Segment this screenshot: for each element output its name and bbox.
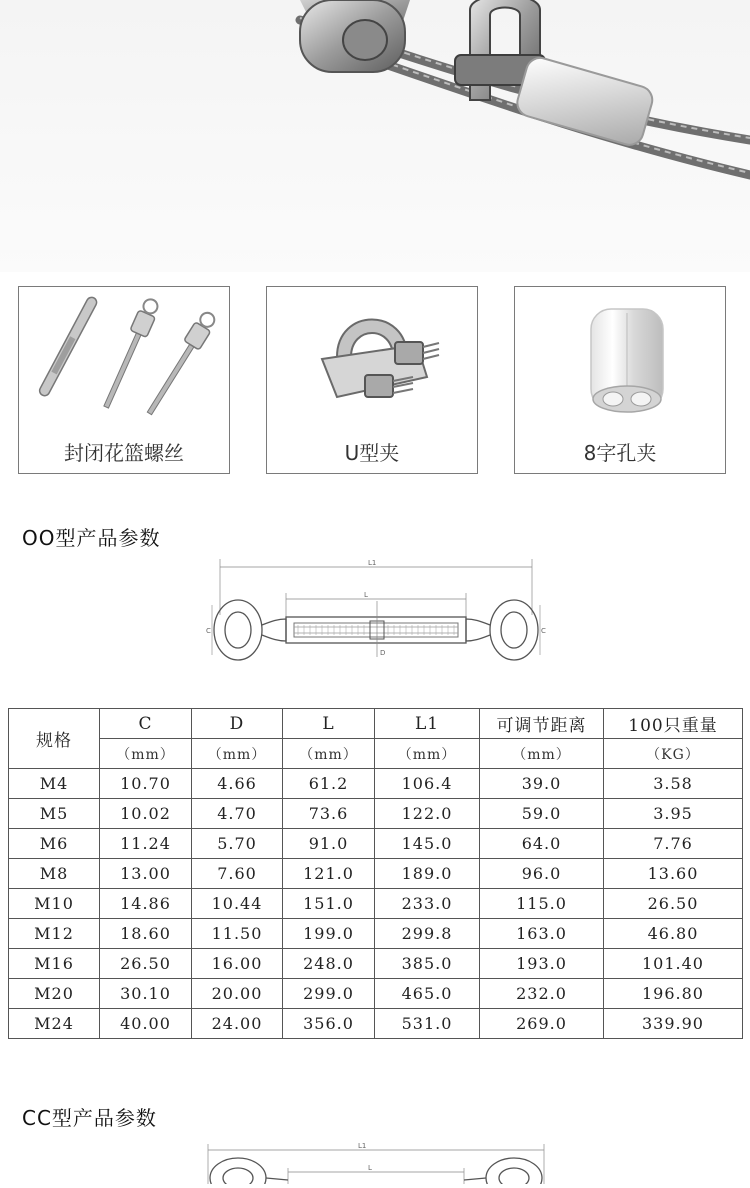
table-cell: 163.0 [480, 919, 604, 949]
dimension-label-l1: L1 [358, 1142, 367, 1150]
table-cell: 16.00 [192, 949, 283, 979]
table-cell: 30.10 [100, 979, 192, 1009]
table-cell: 96.0 [480, 859, 604, 889]
table-cell: 3.58 [604, 769, 743, 799]
table-cell: 356.0 [283, 1009, 375, 1039]
table-cell: 7.60 [192, 859, 283, 889]
table-cell: 339.90 [604, 1009, 743, 1039]
table-unit: （mm） [100, 739, 192, 769]
product-caption: U型夹 [344, 441, 400, 465]
table-cell: 151.0 [283, 889, 375, 919]
table-cell: 20.00 [192, 979, 283, 1009]
table-row [9, 769, 743, 799]
table-cell: 465.0 [375, 979, 480, 1009]
table-cell: 10.02 [100, 799, 192, 829]
table-cell: 61.2 [283, 769, 375, 799]
table-cell: M24 [9, 1009, 100, 1039]
table-row [9, 889, 743, 919]
oo-turnbuckle-diagram [198, 555, 554, 665]
table-cell: 73.6 [283, 799, 375, 829]
table-cell: M12 [9, 919, 100, 949]
table-cell: 199.0 [283, 919, 375, 949]
table-header-adjust: 可调节距离 [480, 709, 604, 739]
table-cell: 122.0 [375, 799, 480, 829]
product-card-turnbuckle[interactable] [18, 286, 230, 474]
table-cell: 14.86 [100, 889, 192, 919]
table-cell: 232.0 [480, 979, 604, 1009]
table-cell: M16 [9, 949, 100, 979]
table-row [9, 829, 743, 859]
table-row [9, 859, 743, 889]
table-cell: 531.0 [375, 1009, 480, 1039]
table-unit: （mm） [480, 739, 604, 769]
table-cell: 10.70 [100, 769, 192, 799]
table-header-weight: 100只重量 [604, 709, 743, 739]
table-cell: M20 [9, 979, 100, 1009]
table-header-row [9, 709, 743, 739]
table-cell: 39.0 [480, 769, 604, 799]
hero-photo [0, 0, 750, 272]
dimension-label-d: D [380, 649, 386, 657]
u-clamp-icon [267, 287, 477, 427]
table-cell: 106.4 [375, 769, 480, 799]
dimension-label-l: L [364, 591, 368, 599]
table-cell: 248.0 [283, 949, 375, 979]
table-row [9, 949, 743, 979]
table-cell: 18.60 [100, 919, 192, 949]
table-cell: 115.0 [480, 889, 604, 919]
product-caption: 封闭花篮螺丝 [64, 441, 184, 465]
table-cell: M6 [9, 829, 100, 859]
table-header-l: L [283, 709, 375, 739]
table-cell: 121.0 [283, 859, 375, 889]
table-cell: 91.0 [283, 829, 375, 859]
table-cell: M5 [9, 799, 100, 829]
table-cell: 11.50 [192, 919, 283, 949]
oo-spec-table [8, 708, 743, 1039]
product-card-u-clamp[interactable] [266, 286, 478, 474]
table-unit: （KG） [604, 739, 743, 769]
table-cell: 196.80 [604, 979, 743, 1009]
product-card-ferrule[interactable] [514, 286, 726, 474]
table-cell: 13.60 [604, 859, 743, 889]
section-title-oo: OO型产品参数 [22, 526, 161, 550]
table-cell: 26.50 [604, 889, 743, 919]
table-cell: 26.50 [100, 949, 192, 979]
section-title-cc: CC型产品参数 [22, 1106, 157, 1130]
table-cell: 10.44 [192, 889, 283, 919]
table-header-spec: 规格 [9, 709, 100, 769]
product-caption: 8字孔夹 [583, 441, 657, 465]
turnbuckle-icon [19, 287, 229, 427]
table-cell: M8 [9, 859, 100, 889]
table-cell: 3.95 [604, 799, 743, 829]
table-cell: 299.8 [375, 919, 480, 949]
table-cell: 101.40 [604, 949, 743, 979]
table-cell: 13.00 [100, 859, 192, 889]
table-cell: 189.0 [375, 859, 480, 889]
table-row [9, 1009, 743, 1039]
dimension-label-l: L [368, 1164, 372, 1172]
table-cell: 46.80 [604, 919, 743, 949]
table-cell: 4.70 [192, 799, 283, 829]
table-row [9, 919, 743, 949]
table-unit: （mm） [375, 739, 480, 769]
dimension-label-c-right: C [541, 627, 546, 635]
table-row [9, 799, 743, 829]
ferrule-icon [515, 287, 725, 427]
table-cell: 145.0 [375, 829, 480, 859]
table-cell: 40.00 [100, 1009, 192, 1039]
table-unit: （mm） [192, 739, 283, 769]
table-cell: 385.0 [375, 949, 480, 979]
table-cell: 59.0 [480, 799, 604, 829]
table-cell: M10 [9, 889, 100, 919]
table-cell: 64.0 [480, 829, 604, 859]
table-cell: 193.0 [480, 949, 604, 979]
table-cell: 5.70 [192, 829, 283, 859]
table-unit: （mm） [283, 739, 375, 769]
table-cell: 269.0 [480, 1009, 604, 1039]
table-header-d: D [192, 709, 283, 739]
table-header-c: C [100, 709, 192, 739]
cc-turnbuckle-diagram [198, 1142, 554, 1184]
dimension-label-c-left: C [206, 627, 211, 635]
table-cell: 299.0 [283, 979, 375, 1009]
table-cell: 4.66 [192, 769, 283, 799]
table-cell: 24.00 [192, 1009, 283, 1039]
table-cell: 7.76 [604, 829, 743, 859]
table-header-l1: L1 [375, 709, 480, 739]
table-unit-row [9, 739, 743, 769]
table-cell: M4 [9, 769, 100, 799]
dimension-label-l1: L1 [368, 559, 377, 567]
table-row [9, 979, 743, 1009]
table-cell: 233.0 [375, 889, 480, 919]
table-cell: 11.24 [100, 829, 192, 859]
